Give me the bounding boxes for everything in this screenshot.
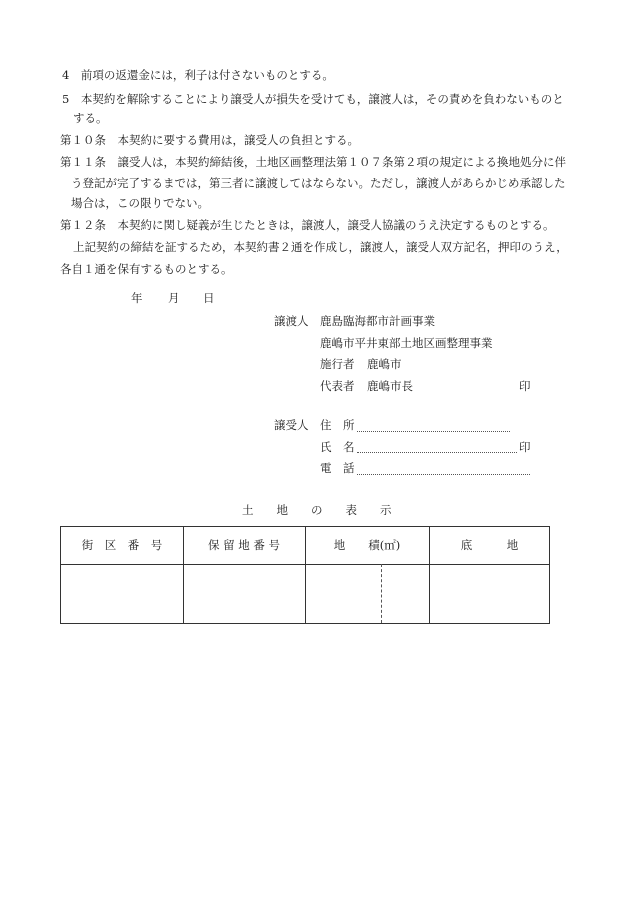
date-day: 日	[203, 291, 215, 305]
cell-block-number[interactable]	[61, 565, 183, 623]
transferor-label: 譲渡人	[274, 314, 309, 328]
article-11-line3: 場合は，この限りでない。	[71, 196, 209, 210]
transferee-label: 譲受人	[274, 418, 309, 432]
representative-label: 代表者	[320, 379, 355, 393]
article-10: 第１０条 本契約に要する費用は，譲受人の負担とする。	[60, 133, 359, 147]
paragraph-4: 4 前項の返還金には，利子は付さないものとする。	[62, 68, 334, 82]
name-field[interactable]	[357, 452, 517, 453]
transferor-project: 鹿島臨海都市計画事業	[320, 314, 435, 328]
paragraph-5-line2: する。	[73, 111, 108, 125]
article-12: 第１２条 本契約に関し疑義が生じたときは，譲渡人，譲受人協議のうえ決定するものとする。	[60, 218, 555, 232]
phone-label: 電 話	[320, 461, 355, 475]
article-11-line1: 第１１条 譲受人は，本契約締結後，土地区画整理法第１０７条第２項の規定による換地処分に伴	[60, 155, 566, 169]
cell-area[interactable]	[306, 565, 429, 623]
header-base-land: 底 地	[460, 538, 519, 552]
representative-value: 鹿嶋市長	[367, 379, 413, 393]
header-block-number: 街 区 番 号	[81, 538, 163, 552]
name-label: 氏 名	[320, 440, 355, 454]
address-label: 住 所	[320, 418, 355, 432]
executor-value: 鹿嶋市	[367, 357, 402, 371]
executor-label: 施行者	[320, 357, 355, 371]
land-table	[60, 526, 550, 624]
transferor-project-name: 鹿嶋市平井東部土地区画整理事業	[320, 336, 493, 350]
transferor-seal: 印	[519, 379, 531, 393]
article-11-line2: う登記が完了するまでは，第三者に譲渡してはならない。ただし，譲渡人があらかじめ承認した	[71, 176, 566, 190]
header-area: 地 積(㎡)	[333, 538, 401, 552]
closing-line1: 上記契約の締結を証するため，本契約書２通を作成し，譲渡人，譲受人双方記名，押印のうえ，	[73, 240, 568, 254]
paragraph-5-line1: 5 本契約を解除することにより譲受人が損失を受けても，譲渡人は，その責めを負わないものと	[62, 92, 564, 106]
date-month: 月	[168, 291, 180, 305]
header-reserved-land-number: 保 留 地 番 号	[207, 538, 281, 552]
date-year: 年	[131, 291, 143, 305]
transferee-seal: 印	[519, 440, 531, 454]
address-field[interactable]	[357, 431, 510, 432]
cell-reserved-land-number[interactable]	[184, 565, 305, 623]
phone-field[interactable]	[357, 474, 530, 475]
cell-base-land[interactable]	[430, 565, 550, 623]
land-display-title: 土 地 の 表 示	[242, 503, 392, 517]
closing-line2: 各自１通を保有するものとする。	[60, 262, 233, 276]
